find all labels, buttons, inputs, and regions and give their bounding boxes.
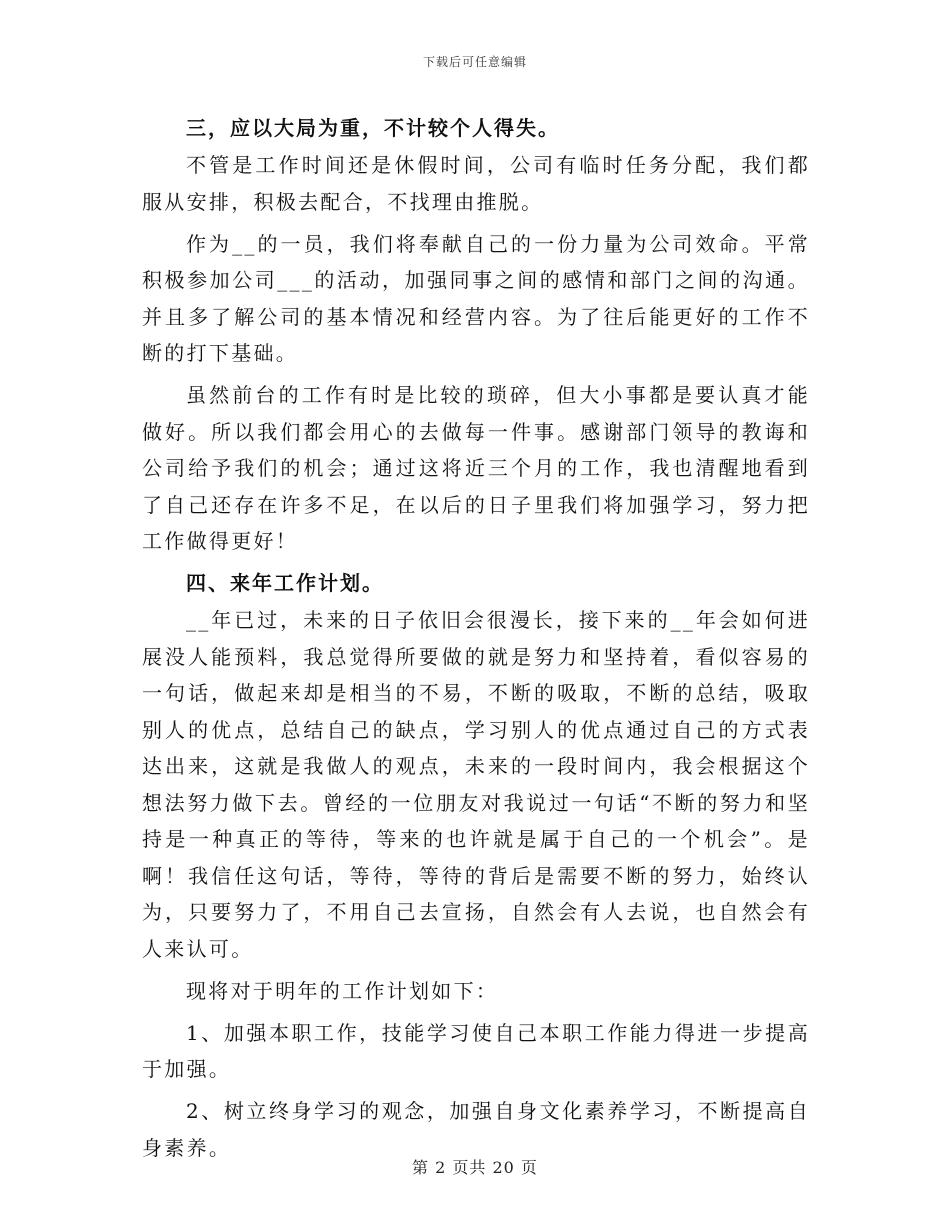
paragraph: __年已过，未来的日子依旧会很漫长，接下来的__年会如何进展没人能预料，我总觉得所要做的就是努力和坚持着，看似容易的一句话，做起来却是相当的不易，不断的吸取，不断的总结，吸取别人的优点，总结自己的缺点，学习别人的优点通过自己的方式表达出来，这就是我做人的观点，未来的一段时间内，我会根据这个想法努力做下去。曾经的一位朋友对我说过一句话“不断的努力和坚持是一种真正的等待，等来的也许就是属于自己的一个机会”。是啊！我信任这句话，等待，等待的背后是需要不断的努力，始终认为，只要努力了，不用自己去宣扬，自然会有人去说，也自然会有人来认可。 — [142, 608, 810, 961]
plan-item-2: 2、树立终身学习的观念，加强自身文化素养学习，不断提高自身素养。 — [142, 1099, 810, 1160]
page-footer: 第 2 页共 20 页 — [412, 1158, 538, 1177]
paragraph: 虽然前台的工作有时是比较的琐碎，但大小事都是要认真才能做好。所以我们都会用心的去做每一件事。感谢部门领导的教诲和公司给予我们的机会；通过这将近三个月的工作，我也清醒地看到了自己还存在许多不足，在以后的日子里我们将加强学习，努力把工作做得更好！ — [142, 383, 810, 553]
page-header: 下载后可任意编辑 — [422, 55, 527, 69]
section-heading-4: 四、来年工作计划。 — [186, 571, 384, 595]
paragraph: 作为__的一员，我们将奉献自己的一份力量为公司效命。平常积极参加公司___的活动，加强同事之间的感情和部门之间的沟通。并且多了解公司的基本情况和经营内容。为了往后能更好的工作不断的打下基础。 — [142, 231, 810, 365]
plan-item-1: 1、加强本职工作，技能学习使自己本职工作能力得进一步提高于加强。 — [142, 1020, 810, 1081]
document-body — [142, 110, 810, 1172]
paragraph: 现将对于明年的工作计划如下： — [186, 978, 499, 1003]
paragraph: 不管是工作时间还是休假时间，公司有临时任务分配，我们都服从安排，积极去配合，不找理由推脱。 — [142, 153, 810, 214]
section-heading-3: 三，应以大局为重，不计较个人得失。 — [186, 116, 560, 140]
